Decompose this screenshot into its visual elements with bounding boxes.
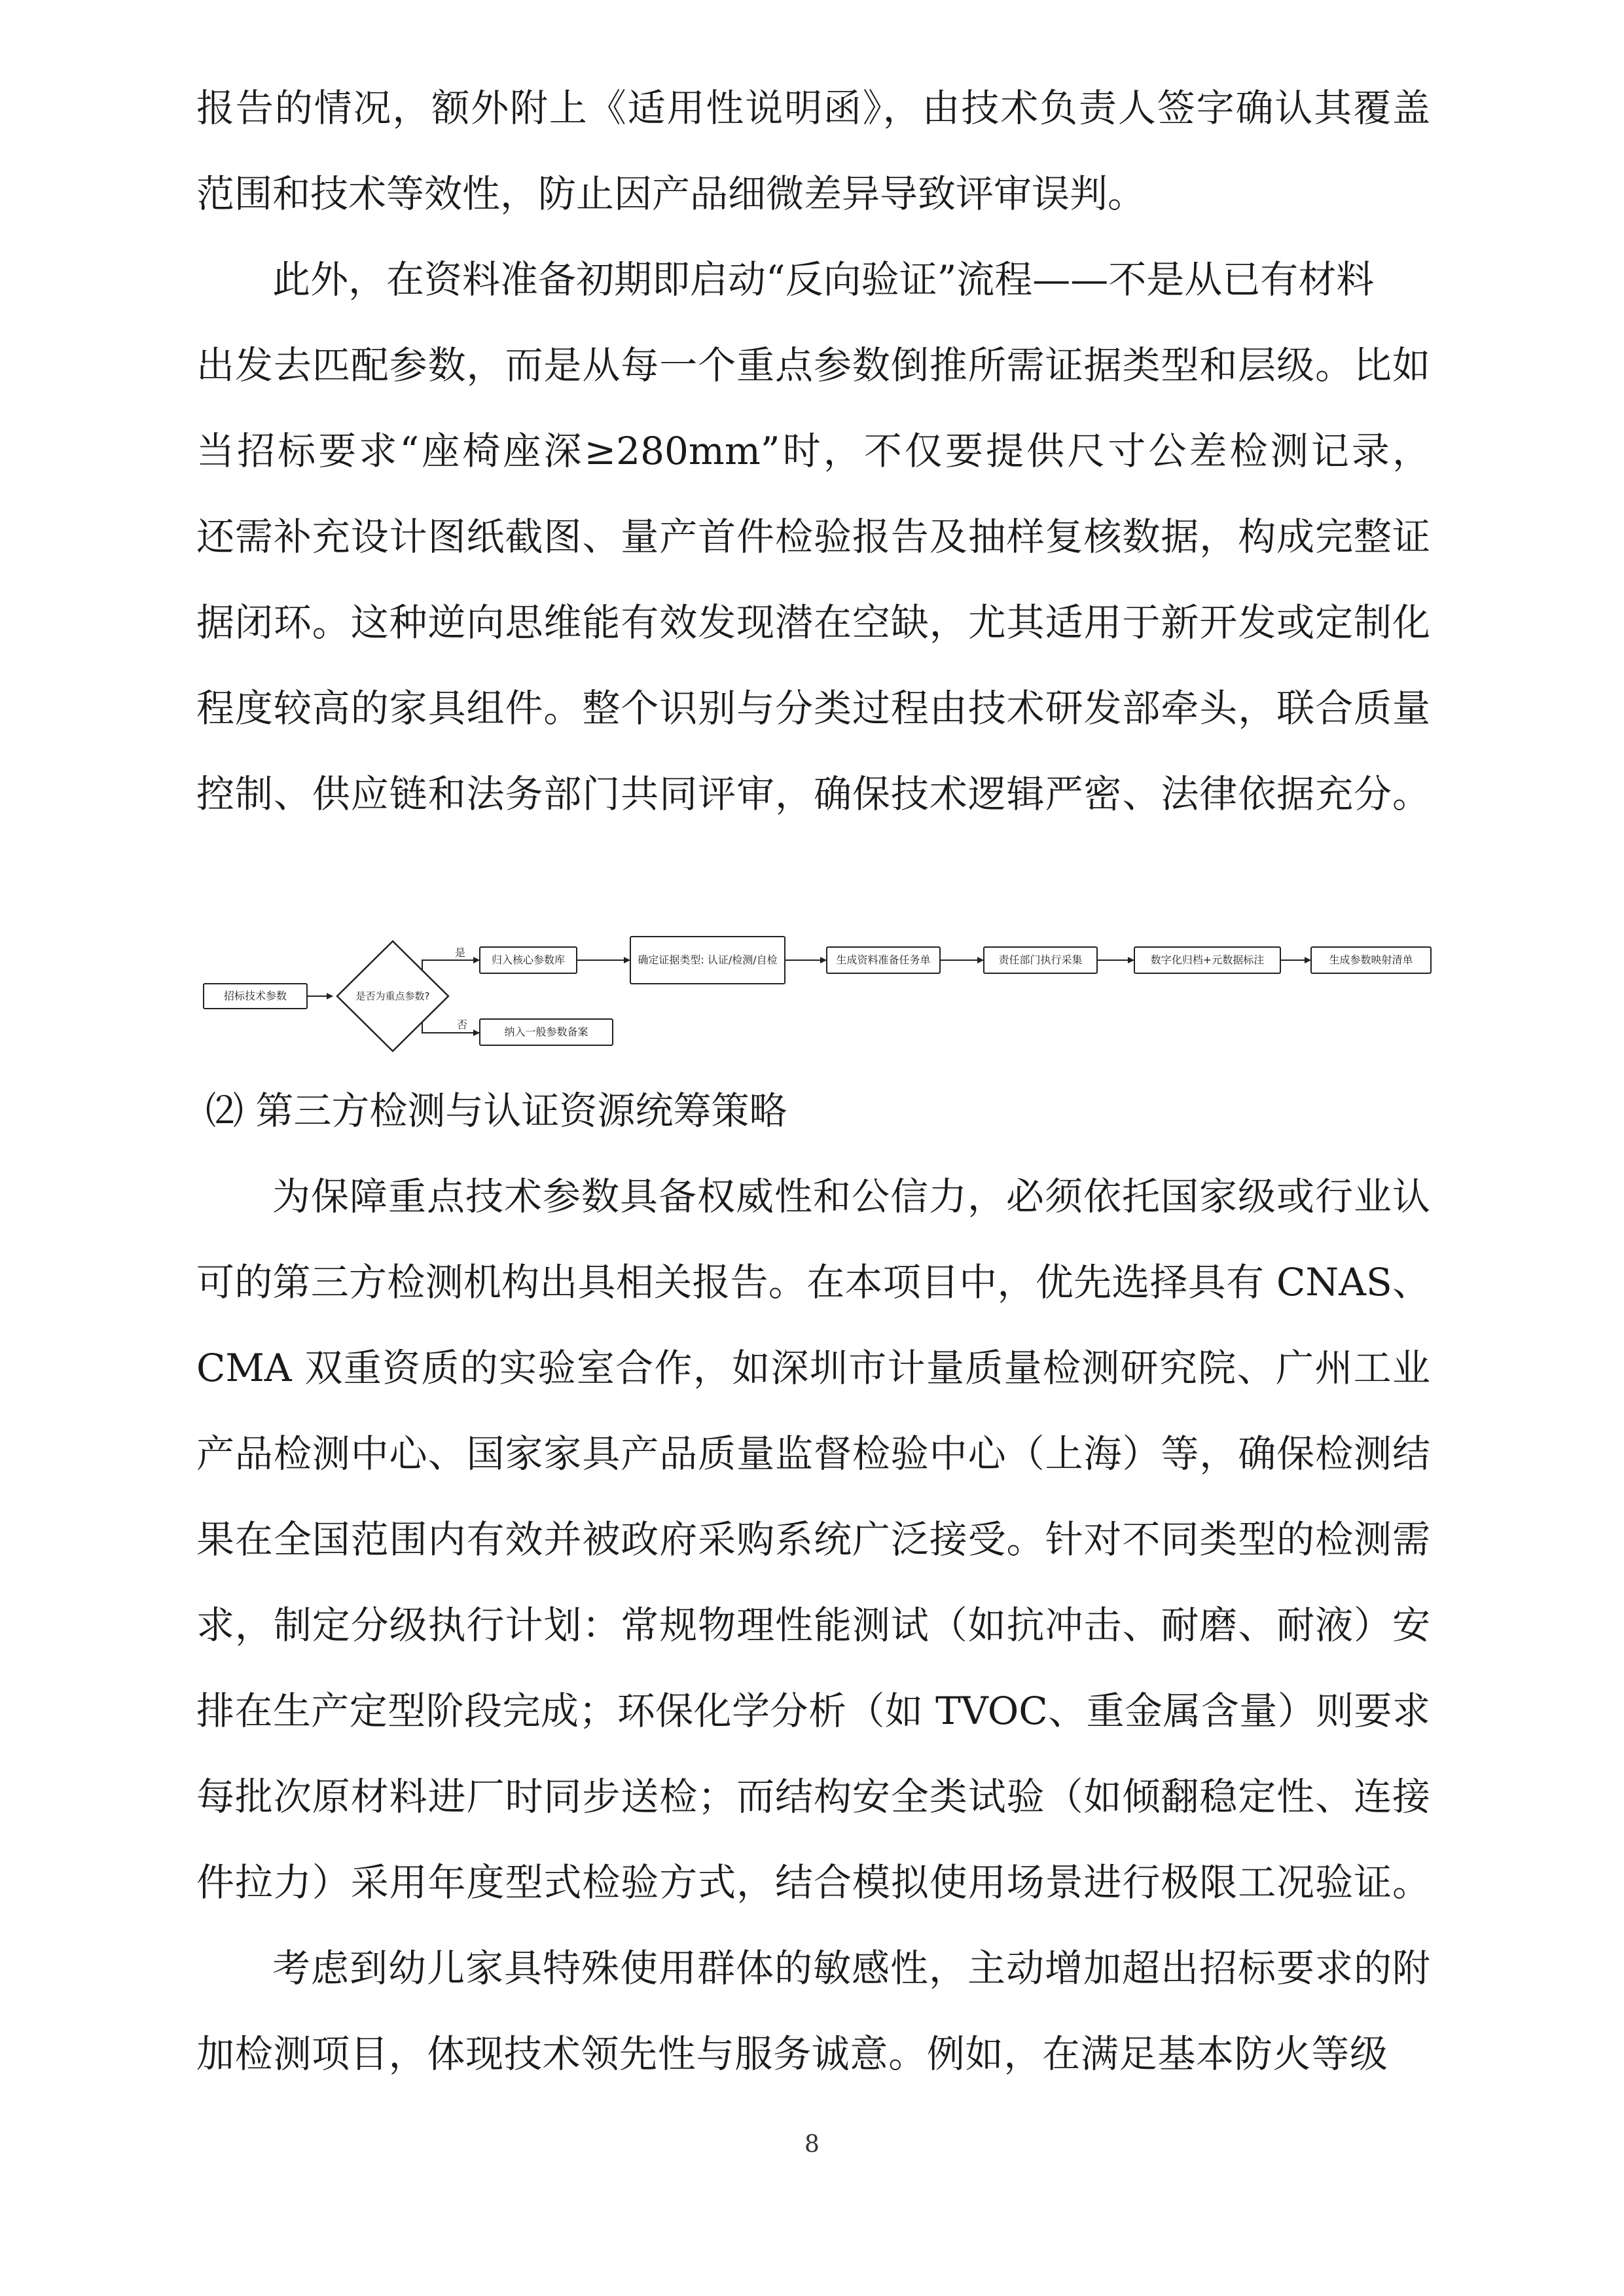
flow-step-general-record: 纳入一般参数备案 — [479, 1018, 613, 1046]
text-line: 求，制定分级执行计划：常规物理性能测试（如抗冲击、耐磨、耐液）安 — [196, 1603, 1430, 1647]
text-line: 每批次原材料进厂时同步送检；而结构安全类试验（如倾翻稳定性、连接 — [196, 1774, 1430, 1819]
text-line: 可的第三方检测机构出具相关报告。在本项目中，优先选择具有 CNAS、 — [196, 1260, 1430, 1304]
flowchart-connectors — [196, 923, 1434, 1054]
flow-step-department-collect: 责任部门执行采集 — [983, 946, 1098, 974]
text-line: 控制、供应链和法务部门共同评审，确保技术逻辑严密、法律依据充分。 — [196, 772, 1430, 816]
flow-yes-label: 是 — [455, 946, 466, 959]
text-line: 出发去匹配参数，而是从每一个重点参数倒推所需证据类型和层级。比如 — [196, 343, 1430, 387]
text-line: 据闭环。这种逆向思维能有效发现潜在空缺，尤其适用于新开发或定制化 — [196, 600, 1430, 645]
text-line: 报告的情况，额外附上《适用性说明函》，由技术负责人签字确认其覆盖 — [196, 86, 1430, 130]
text-line: 还需补充设计图纸截图、量产首件检验报告及抽样复核数据，构成完整证 — [196, 514, 1430, 559]
flow-decision-label: 是否为重点参数? — [355, 990, 430, 1002]
flow-step-digital-archive: 数字化归档+元数据标注 — [1134, 946, 1281, 974]
flow-step-evidence-type: 确定证据类型: 认证/检测/自检 — [630, 936, 785, 984]
text-line: 范围和技术等效性，防止因产品细微差异导致评审误判。 — [196, 171, 1146, 216]
text-line: 件拉力）采用年度型式检验方式，结合模拟使用场景进行极限工况验证。 — [196, 1860, 1430, 1905]
text-line: 此外，在资料准备初期即启动“反向验证”流程——不是从已有材料 — [272, 257, 1375, 302]
process-flowchart — [196, 923, 1434, 1054]
text-line: 当招标要求“座椅座深≥280mm”时，不仅要提供尺寸公差检测记录， — [196, 429, 1430, 473]
text-line: 产品检测中心、国家家具产品质量监督检验中心（上海）等，确保检测结 — [196, 1431, 1430, 1476]
edge-no — [422, 1022, 479, 1033]
edge-yes — [422, 960, 479, 971]
flow-start-node: 招标技术参数 — [203, 983, 308, 1009]
flow-step-mapping-list: 生成参数映射清单 — [1310, 946, 1432, 974]
text-line: 考虑到幼儿家具特殊使用群体的敏感性，主动增加超出招标要求的附 — [272, 1946, 1430, 1990]
flow-step-task-list: 生成资料准备任务单 — [826, 946, 941, 974]
page-number: 8 — [804, 2131, 820, 2158]
text-line: 程度较高的家具组件。整个识别与分类过程由技术研发部牵头，联合质量 — [196, 686, 1430, 730]
text-line: 果在全国范围内有效并被政府采购系统广泛接受。针对不同类型的检测需 — [196, 1517, 1430, 1562]
flow-no-label: 否 — [457, 1018, 468, 1031]
text-line: 为保障重点技术参数具备权威性和公信力，必须依托国家级或行业认 — [272, 1174, 1430, 1219]
text-line: CMA 双重资质的实验室合作，如深圳市计量质量检测研究院、广州工业 — [196, 1346, 1430, 1390]
text-line: 加检测项目，体现技术领先性与服务诚意。例如，在满足基本防火等级 — [196, 2032, 1388, 2076]
flow-step-core-library: 归入核心参数库 — [479, 946, 577, 974]
section-heading: ⑵ 第三方检测与认证资源统筹策略 — [206, 1088, 787, 1133]
text-line: 排在生产定型阶段完成；环保化学分析（如 TVOC、重金属含量）则要求 — [196, 1689, 1430, 1733]
